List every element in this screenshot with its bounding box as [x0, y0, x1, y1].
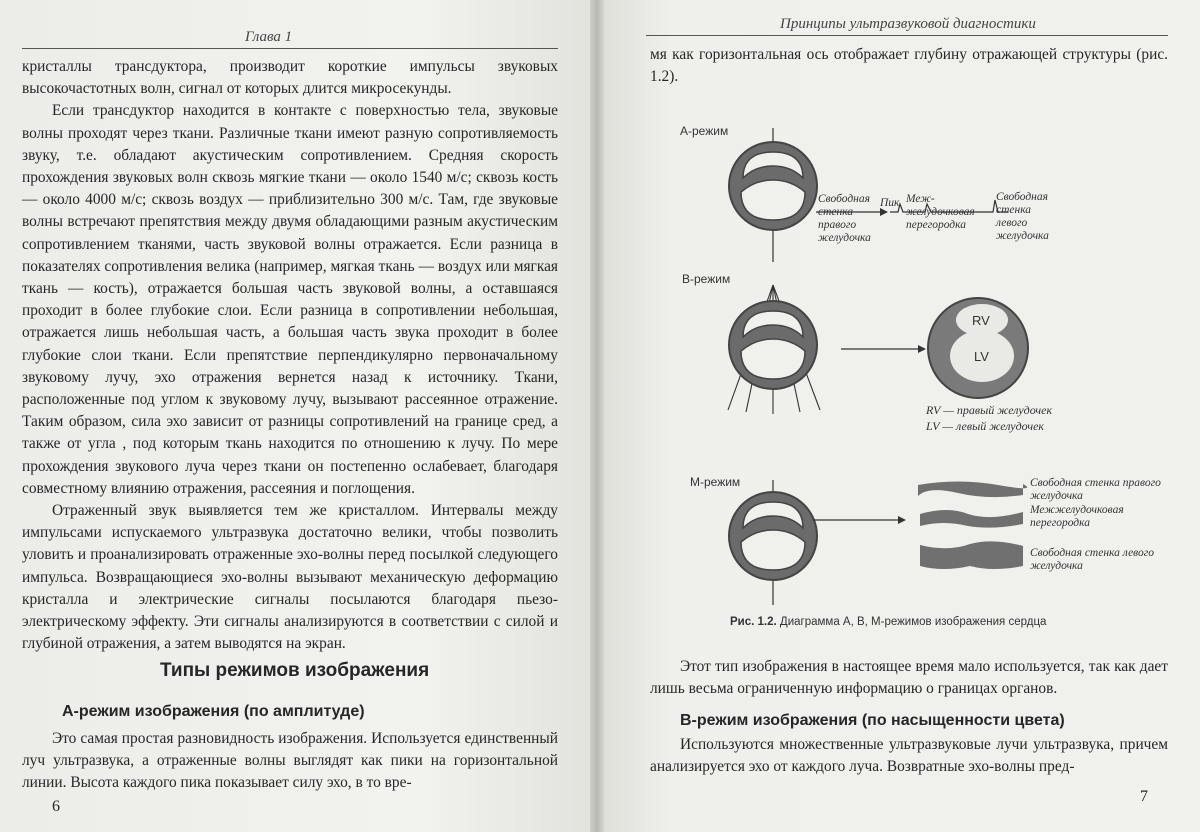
- left-last-paragraph: [22, 728, 558, 795]
- m-label-lv-wall: Свободная стенка левого желудочка: [1030, 547, 1155, 572]
- caption-number: Рис. 1.2.: [730, 616, 777, 628]
- running-header-right: Принципы ультразвуковой диагностики: [780, 16, 1036, 32]
- paragraph-b-mode: Используются множественные ультразвуковые лучи ультразвука, причем анализируется эхо от каждого луча. Возвратные эхо-волны пред-: [650, 736, 1168, 776]
- book-spine: [590, 0, 604, 832]
- legend-rv: RV — правый желудочек: [926, 403, 1053, 417]
- m-mode-label: М-режим: [690, 475, 741, 489]
- rv-label: RV: [972, 313, 990, 328]
- paragraph-3: Отраженный звук выявляется тем же кристаллом. Интервалы между импульсами испускаемого ультразвука достаточно велики, чтобы позволить уловить и проанализировать отраженные эхо-волны перед посылкой следующего импульса. Возвращающиеся эхо-волны вызывают механическую деформацию кристалла и электрические сигналы посылаются благодаря пьезо-электрическому эффекту. Эти сигналы анализируются в соответствии с силой и глубиной отражения, а затем выводятся на экран.: [22, 502, 558, 653]
- figure-caption: [730, 616, 1046, 628]
- a-label-lv-wall: Свободная стенка левого желудочка: [996, 191, 1049, 242]
- paragraph-1: кристаллы трансдуктора, производит короткие импульсы звуковых высокочастотных волн, сигнал от которых длится микросекунды.: [22, 58, 558, 98]
- b-mode-heart: [729, 301, 817, 389]
- paragraph-a-mode: Это самая простая разновидность изображения. Используется единственный луч ультразвука, а отраженные волны выглядят как пики на горизонтальной линии. Высота каждого пика показывает силу эхо, в то вре-: [22, 730, 558, 792]
- a-mode-heart: [729, 142, 817, 230]
- a-mode-label: А-режим: [680, 124, 729, 138]
- right-page: [598, 0, 1200, 832]
- b-mode-label: В-режим: [682, 272, 731, 286]
- m-mode-traces: [918, 482, 1027, 570]
- m-mode-heart: [729, 492, 817, 580]
- lv-label: LV: [974, 349, 989, 364]
- para-after-figure: [650, 656, 1168, 700]
- a-peak-label: Пик: [880, 197, 900, 209]
- paragraph-limited-info: Этот тип изображения в настоящее время мало используется, так как дает лишь весьма ограниченную информацию о границах органов.: [650, 658, 1168, 698]
- subsection-title-b-mode: В-режим изображения (по насыщенности цвета): [680, 712, 1065, 729]
- section-title: Типы режимов изображения: [160, 660, 430, 681]
- page-number-left: 6: [52, 798, 60, 815]
- left-body-text: [22, 56, 558, 655]
- running-header-left: Глава 1: [245, 29, 293, 45]
- subsection-title-a-mode: А-режим изображения (по амплитуде): [62, 703, 365, 720]
- paragraph-2: Если трансдуктор находится в контакте с поверхностью тела, звуковые волны проходят через ткани. Различные ткани имеют разную сопротивляемость звуку, т.е. обладают акустическим сопротивлением. Средняя скорость прохождения звуковых волн сквозь мягкие ткани — около 1540 м/с; сквозь кость — около 4000 м/с; сквозь воздух — приблизительно 300 м/с. Там, где звуковые волны встречают препятствия между двумя обладающими разным акустическим сопротивлением тканями, часть звуковой волны отражается. Если разница в показателях сопротивления велика (например, мягкая ткань — воздух или мягкая ткань — кость), отражается большая часть звуковой волны, а оставшаяся проходит в более глубокие слои. Если разница в сопротивлении небольшая, отражается лишь небольшая часть, а большая часть звука проходит в более глубокие слои ткани. Если препятствие перпендикулярно первоначальному звуковому лучу, эхо отражения вернется назад к источнику. Ткани, расположенные под углом к звуковому лучу, вызывают рассеянное отражение. Таким образом, сила эхо зависит от разницы сопротивлений на границе сред, а также от угла , под которым ткань находится по отношению к лучу. По мере прохождения звукового луча через ткани он постепенно ослабевает, благодаря совместному влиянию отражения, рассеяния и поглощения.: [22, 102, 558, 497]
- right-last-paragraph: [650, 734, 1168, 778]
- a-label-rv-wall: Свободная стенка правого желудочка: [818, 193, 871, 244]
- a-label-septum: Меж-желудочковая перегородка: [906, 193, 975, 231]
- intro-paragraph: мя как горизонтальная ось отображает глубину отражающей структуры (рис. 1.2).: [650, 46, 1168, 86]
- page-number-right: 7: [1140, 788, 1148, 805]
- left-page: [0, 0, 598, 832]
- m-label-rv-wall: Свободная стенка правого желудочка: [1030, 477, 1161, 502]
- m-label-septum: Межжелудочковая перегородка: [1030, 504, 1124, 529]
- header-rule-left: [22, 48, 558, 49]
- legend-lv: LV — левый желудочек: [926, 419, 1045, 433]
- caption-text: Диаграмма А, В, М-режимов изображения сердца: [776, 616, 1047, 628]
